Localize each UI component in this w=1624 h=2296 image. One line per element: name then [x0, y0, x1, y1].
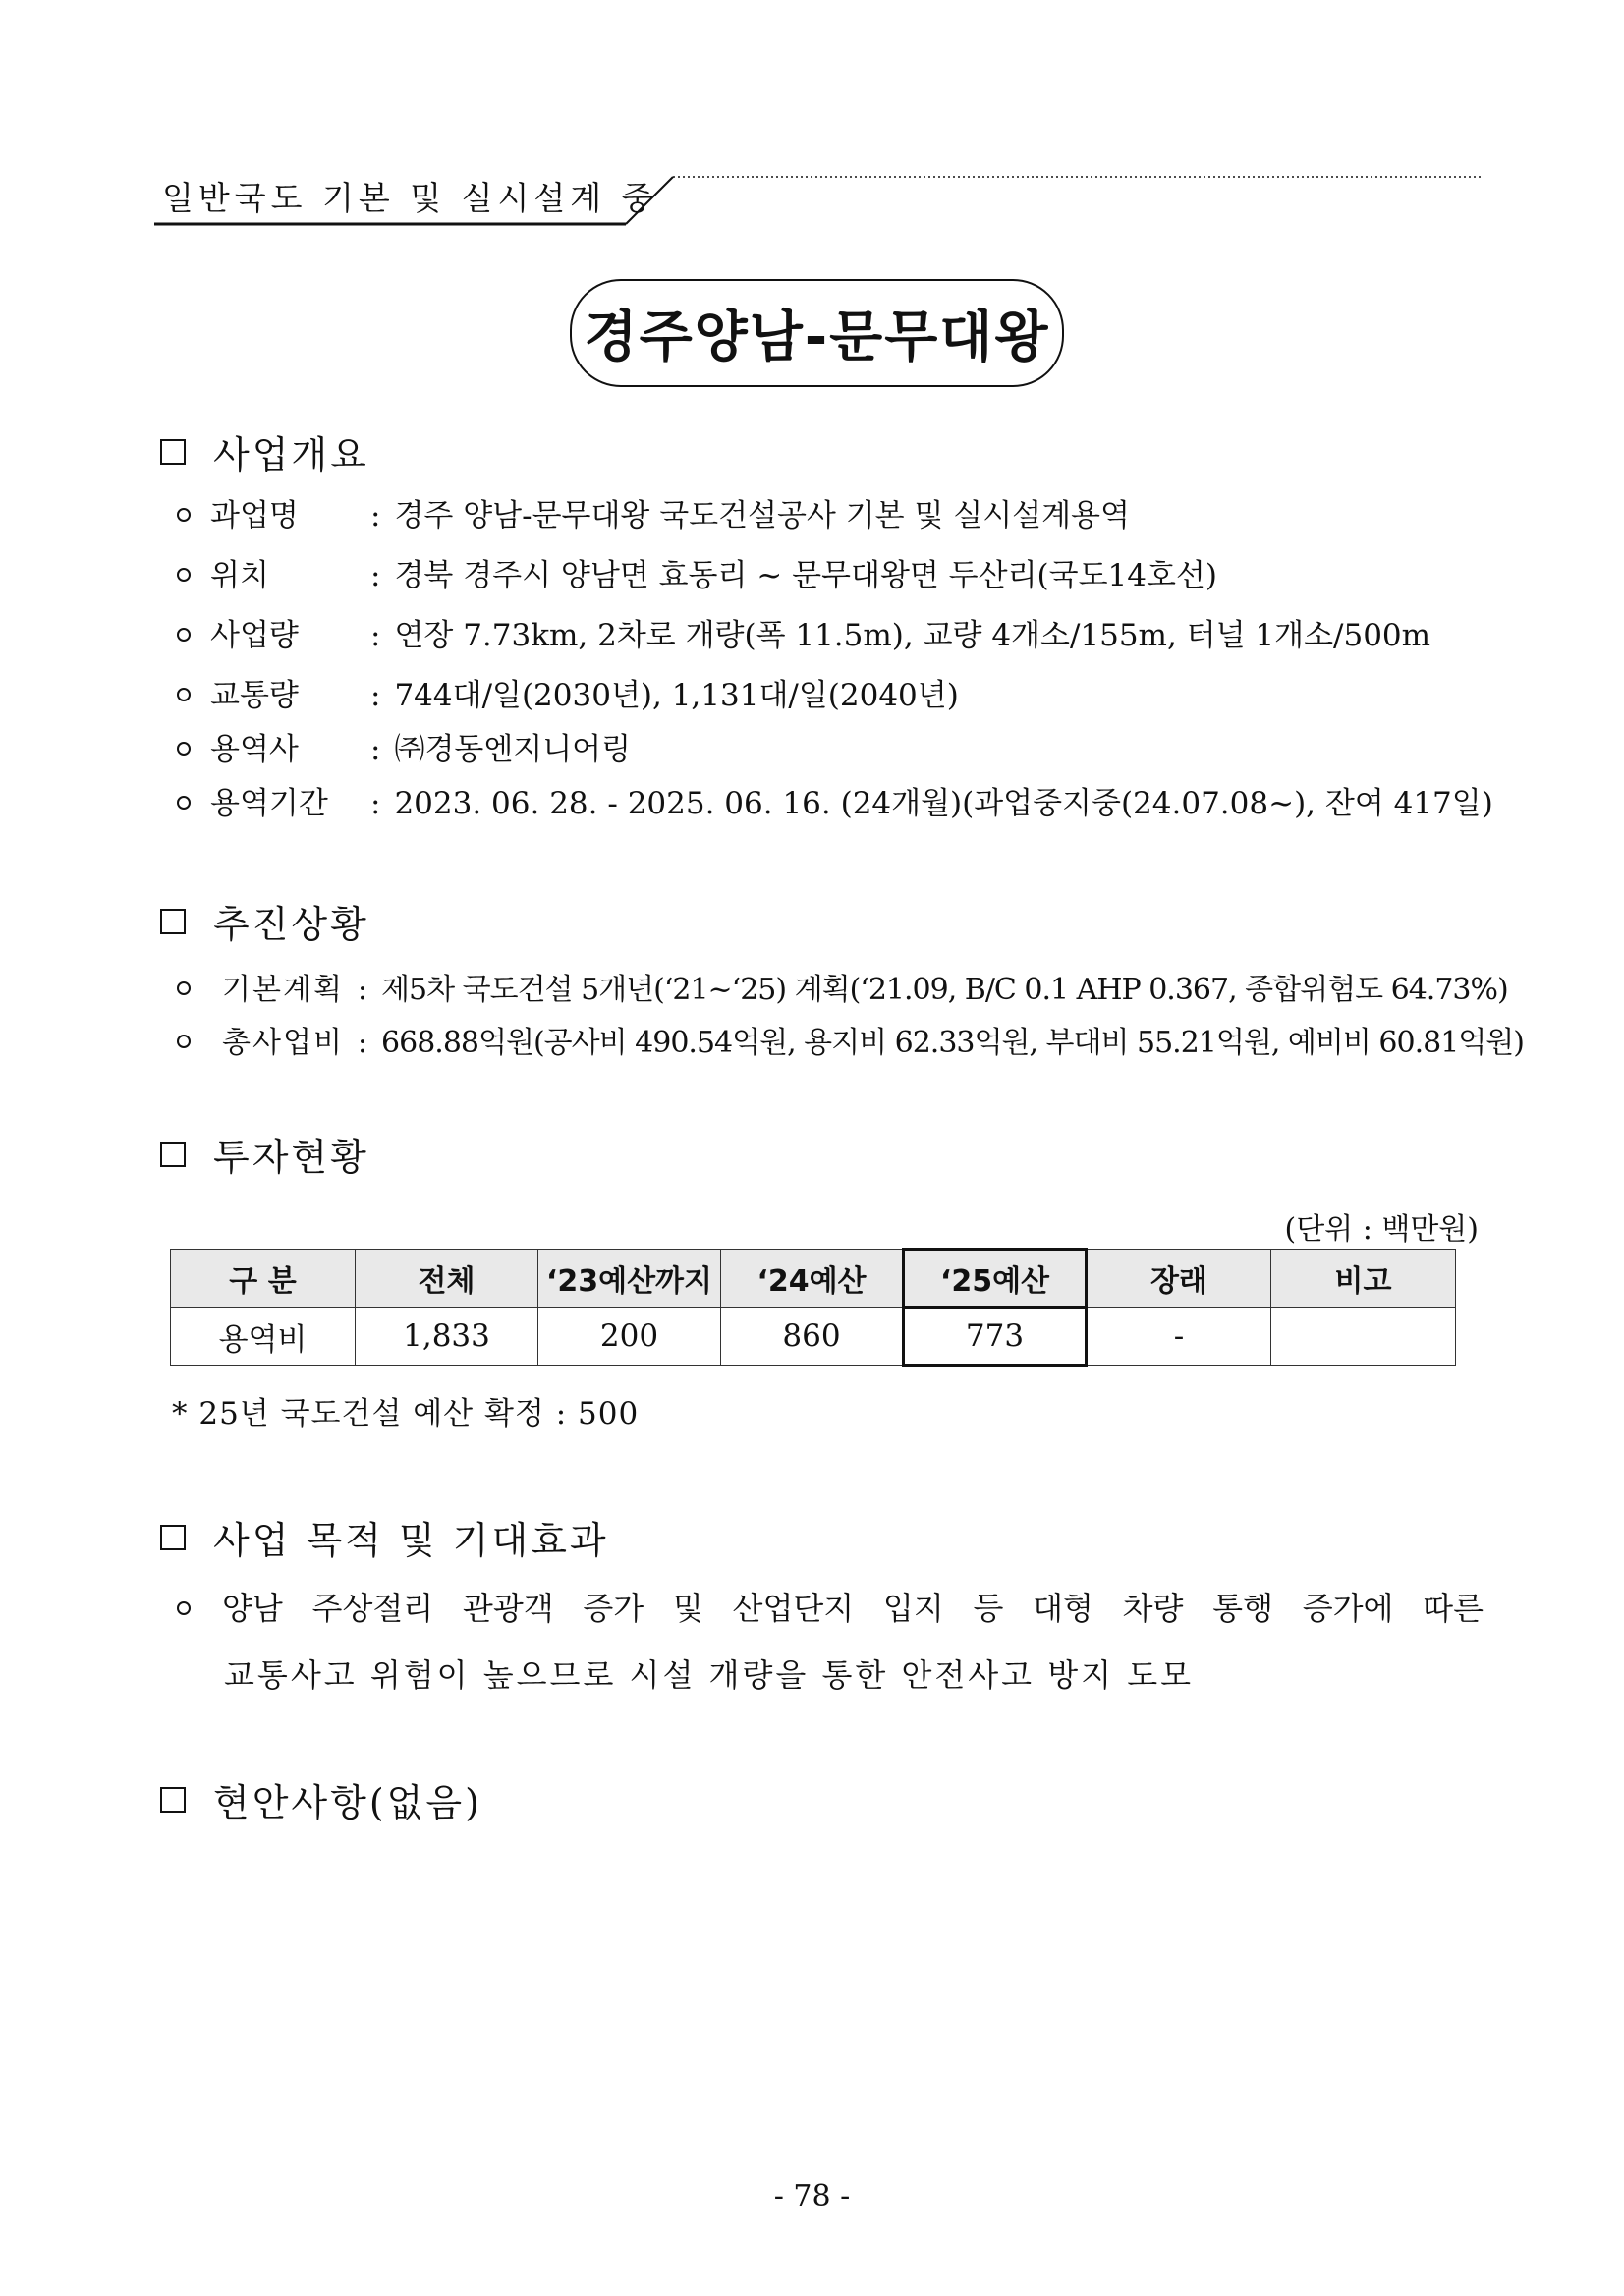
- bullet-circle-icon: [177, 628, 191, 642]
- section-title: 현안사항(없음): [213, 1781, 482, 1824]
- header-label: 일반국도 기본 및 실시설계 중: [162, 179, 658, 217]
- purpose-line: 교통사고 위험이 높으므로 시설 개량을 통한 안전사고 방지 도모: [224, 1656, 1195, 1694]
- table-cell: 773: [904, 1308, 1087, 1366]
- table-cell: 200: [538, 1308, 721, 1366]
- running-header: [154, 167, 1481, 228]
- section-title: 사업개요: [213, 433, 369, 476]
- column-header: ‘25예산: [904, 1250, 1087, 1308]
- table-cell: [1271, 1308, 1456, 1366]
- checkbox-square-icon: [160, 1525, 186, 1550]
- item-label: 교통량: [210, 678, 299, 713]
- table-cell: -: [1087, 1308, 1271, 1366]
- table-unit: (단위 : 백만원): [1284, 1212, 1479, 1247]
- checkbox-square-icon: [160, 1787, 186, 1813]
- bullet-circle-icon: [177, 688, 191, 701]
- checkbox-square-icon: [160, 1142, 186, 1167]
- item-label: 과업명: [210, 498, 299, 533]
- bullet-circle-icon: [177, 796, 191, 810]
- item-value: 연장 7.73km, 2차로 개량(폭 11.5m), 교량 4개소/155m, 터널 1개소/500m: [394, 618, 1431, 653]
- table-cell: 860: [721, 1308, 904, 1366]
- page-title: 경주양남-문무대왕: [584, 306, 1050, 369]
- section-heading-progress: [160, 894, 369, 948]
- table-cell: 용역비: [171, 1308, 356, 1366]
- table-cell: 1,833: [356, 1308, 538, 1366]
- item-label: 용역사: [210, 732, 299, 767]
- item-label: 위치: [210, 558, 269, 593]
- overview-item: 용역사 : ㈜경동엔지니어링: [177, 724, 631, 768]
- column-header: ‘23예산까지: [538, 1250, 721, 1308]
- bullet-circle-icon: [177, 568, 191, 582]
- column-header: 전체: [356, 1250, 538, 1308]
- investment-table: [170, 1248, 1456, 1367]
- column-header: 장래: [1087, 1250, 1271, 1308]
- purpose-paragraph: [177, 1575, 1484, 1708]
- overview-item: 위치 : 경북 경주시 양남면 효동리 ~ 문무대왕면 두산리(국도14호선): [177, 550, 1217, 594]
- overview-item: 용역기간 : 2023. 06. 28. - 2025. 06. 16. (24개월)(과업중지중(24.07.08~), 잔여 417일): [177, 778, 1493, 822]
- progress-item: 총사업비 : 668.88억원(공사비 490.54억원, 용지비 62.33억원, 부대비 55.21억원, 예비비 60.81억원): [177, 1018, 1524, 1061]
- bullet-circle-icon: [177, 508, 191, 522]
- overview-item: 과업명 : 경주 양남-문무대왕 국도건설공사 기본 및 실시설계용역: [177, 490, 1130, 534]
- checkbox-square-icon: [160, 909, 186, 934]
- table-header-row: [171, 1250, 1456, 1308]
- section-title: 투자현황: [213, 1136, 369, 1179]
- item-value: 744대/일(2030년), 1,131대/일(2040년): [394, 678, 959, 713]
- item-value: 668.88억원(공사비 490.54억원, 용지비 62.33억원, 부대비 55.21억원, 예비비 60.81억원): [381, 1026, 1524, 1060]
- overview-item: 교통량 : 744대/일(2030년), 1,131대/일(2040년): [177, 670, 959, 714]
- section-heading-issues: [160, 1772, 482, 1826]
- section-heading-investment: [160, 1127, 369, 1181]
- item-value: 제5차 국도건설 5개년(‘21~‘25) 계획(‘21.09, B/C 0.1 AHP 0.367, 종합위험도 64.73%): [381, 973, 1508, 1007]
- section-heading-overview: [160, 424, 369, 478]
- section-heading-purpose: [160, 1510, 609, 1564]
- item-label: 사업량: [210, 618, 299, 653]
- column-header: 비고: [1271, 1250, 1456, 1308]
- item-value: ㈜경동엔지니어링: [394, 732, 632, 767]
- bullet-circle-icon: [177, 1601, 191, 1615]
- purpose-line: 양남 주상절리 관광객 증가 및 산업단지 입지 등 대형 차량 통행 증가에 따른: [222, 1590, 1484, 1627]
- page-number: - 78 -: [773, 2179, 851, 2213]
- bullet-circle-icon: [177, 742, 191, 756]
- column-header: ‘24예산: [721, 1250, 904, 1308]
- item-value: 2023. 06. 28. - 2025. 06. 16. (24개월)(과업중지중(24.07.08~), 잔여 417일): [394, 786, 1493, 821]
- item-value: 경북 경주시 양남면 효동리 ~ 문무대왕면 두산리(국도14호선): [394, 558, 1217, 593]
- page-title-box: [570, 279, 1064, 387]
- item-label: 용역기간: [210, 786, 328, 821]
- checkbox-square-icon: [160, 439, 186, 465]
- section-title: 추진상황: [213, 903, 369, 946]
- bullet-circle-icon: [177, 1035, 191, 1048]
- item-value: 경주 양남-문무대왕 국도건설공사 기본 및 실시설계용역: [394, 498, 1130, 533]
- item-label: 기본계획: [222, 973, 344, 1007]
- section-title: 사업 목적 및 기대효과: [213, 1519, 609, 1562]
- budget-note: * 25년 국도건설 예산 확정 : 500: [172, 1396, 640, 1431]
- overview-item: 사업량 : 연장 7.73km, 2차로 개량(폭 11.5m), 교량 4개소/155m, 터널 1개소/500m: [177, 610, 1430, 654]
- item-label: 총사업비: [222, 1026, 344, 1060]
- progress-item: 기본계획 : 제5차 국도건설 5개년(‘21~‘25) 계획(‘21.09, B/C 0.1 AHP 0.367, 종합위험도 64.73%): [177, 965, 1508, 1008]
- bullet-circle-icon: [177, 981, 191, 995]
- table-row: [171, 1308, 1456, 1366]
- column-header: 구 분: [171, 1250, 356, 1308]
